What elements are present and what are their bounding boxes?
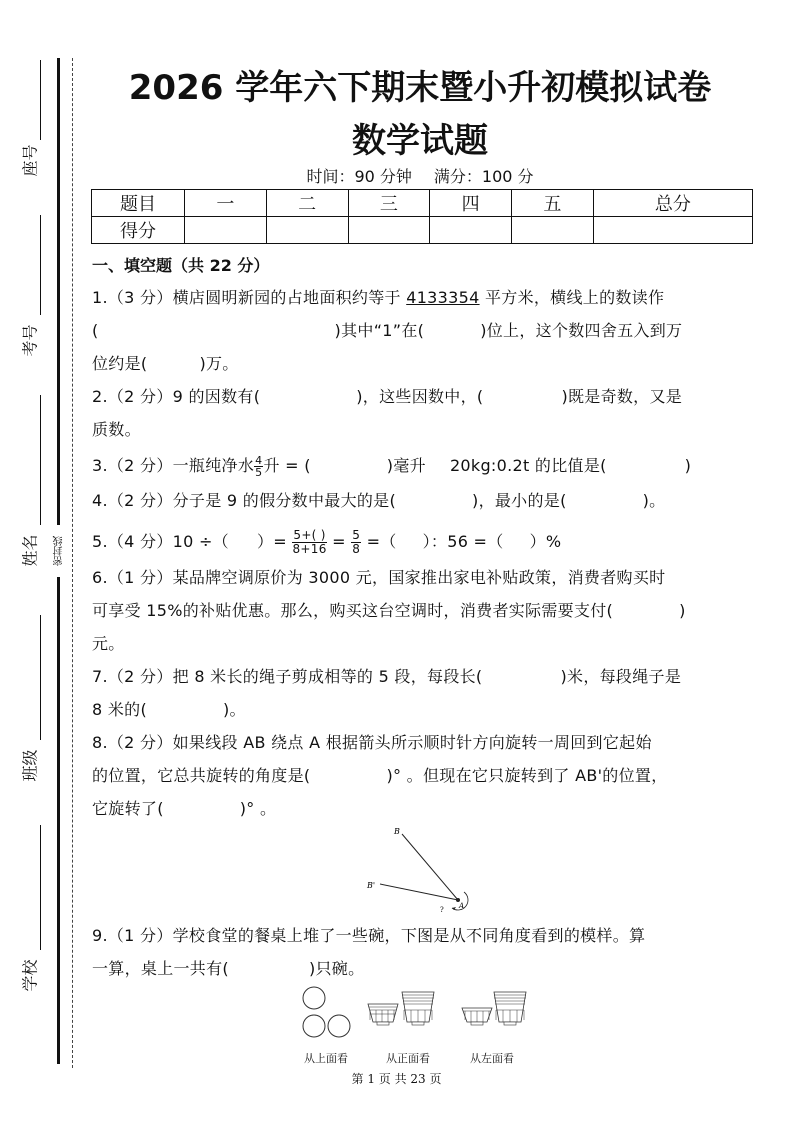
- header-cell: 五: [512, 190, 594, 217]
- q1-number: 4133354: [406, 288, 480, 307]
- q2-text: 2.（2 分）9 的因数有(: [92, 387, 261, 406]
- q5-text: ）：56 =（: [422, 532, 504, 551]
- q9-text: 9.（1 分）学校食堂的餐桌上堆了一些碗，下图是从不同角度看到的模样。算: [92, 926, 646, 945]
- seal-dash-line: [72, 58, 73, 1068]
- section-1-heading: 一、填空题（共 22 分）: [92, 256, 270, 275]
- q4-text: )，最小的是(: [472, 491, 567, 510]
- seat-label: 座号: [20, 144, 40, 177]
- bowl-stack-icon: [494, 992, 526, 1025]
- caption-left-view: 从左面看: [470, 1052, 514, 1065]
- q2-text: 质数。: [92, 420, 141, 439]
- question-7: [92, 660, 752, 726]
- label-question: ?: [440, 906, 444, 914]
- q3-text: 升 = (: [263, 456, 311, 475]
- class-blank[interactable]: [40, 615, 41, 740]
- q2-text: )既是奇数，又是: [561, 387, 683, 406]
- score-row-label: 得分: [92, 217, 185, 244]
- name-blank[interactable]: [40, 395, 41, 525]
- rotation-figure: [360, 822, 490, 917]
- q6-text: 可享受 15%的补贴优惠。那么，购买这台空调时，消费者实际需要支付(: [92, 601, 614, 620]
- seal-line-label: 密封线: [52, 525, 68, 577]
- time-info: [90, 164, 750, 187]
- q1-text: )其中“1”在(: [334, 321, 425, 340]
- fraction-numerator: 5: [352, 528, 361, 542]
- bowl-top-icon: [303, 1015, 325, 1037]
- q7-text: 8 米的(: [92, 700, 148, 719]
- q1-text: )万。: [199, 354, 239, 373]
- question-1: [92, 281, 752, 380]
- bowl-stack-icon: [402, 992, 434, 1025]
- q8-text: )° 。但现在它只旋转到了 AB'的位置，: [386, 766, 668, 785]
- q7-text: )。: [223, 700, 246, 719]
- page-footer: 第 1 页 共 23 页: [351, 1072, 442, 1086]
- score-cell[interactable]: [348, 217, 430, 244]
- fraction-numerator: 4: [255, 454, 263, 467]
- q9-text: 一算，桌上一共有(: [92, 959, 229, 978]
- bowl-top-icon: [303, 987, 325, 1009]
- score-cell[interactable]: [266, 217, 348, 244]
- question-6: [92, 561, 752, 660]
- question-2: [92, 380, 752, 446]
- q5-fraction-2: [351, 529, 361, 556]
- q6-text: 6.（1 分）某品牌空调原价为 3000 元，国家推出家电补贴政策，消费者购买时: [92, 568, 666, 587]
- full-score: 满分：100 分: [433, 167, 534, 186]
- q4-text: 4.（2 分）分子是 9 的假分数中最大的是(: [92, 491, 397, 510]
- q1-text: 位约是(: [92, 354, 148, 373]
- fraction-denominator: 8: [352, 542, 361, 556]
- school-label: 学校: [20, 959, 40, 992]
- header-cell: 二: [266, 190, 348, 217]
- time-limit: 时间：90 分钟: [306, 167, 412, 186]
- q3-text: )毫升: [386, 456, 426, 475]
- q5-text: 5.（4 分）10 ÷（: [92, 532, 229, 551]
- q5-text: =（: [366, 532, 397, 551]
- score-table-row: [92, 217, 753, 244]
- bowls-front-view: [366, 988, 438, 1046]
- header-cell: 四: [430, 190, 512, 217]
- question-5: [92, 525, 752, 558]
- bowl-stack-icon: [368, 1004, 398, 1025]
- q5-text: ）=: [256, 532, 287, 551]
- school-blank[interactable]: [40, 825, 41, 950]
- score-cell[interactable]: [512, 217, 594, 244]
- question-4: [92, 484, 752, 517]
- score-cell[interactable]: [185, 217, 267, 244]
- bowls-top-view: [298, 984, 358, 1044]
- q8-text: 的位置，它总共旋转的角度是(: [92, 766, 311, 785]
- q9-text: )只碗。: [308, 959, 365, 978]
- q2-text: )，这些因数中，(: [356, 387, 484, 406]
- score-cell[interactable]: [430, 217, 512, 244]
- question-3: [92, 449, 752, 482]
- score-table-header: [92, 190, 753, 217]
- q5-text: ）%: [529, 532, 562, 551]
- q4-text: )。: [642, 491, 666, 510]
- class-label: 班级: [20, 749, 40, 782]
- q7-text: 7.（2 分）把 8 米长的绳子剪成相等的 5 段，每段长(: [92, 667, 483, 686]
- exam-subtitle: 数学试题: [352, 121, 488, 161]
- q5-fraction-1: [292, 529, 326, 556]
- q1-text: (: [92, 321, 99, 340]
- caption-front-view: 从正面看: [386, 1052, 430, 1065]
- bowl-top-icon: [328, 1015, 350, 1037]
- score-table: [91, 189, 753, 244]
- question-9: [92, 919, 752, 985]
- q8-text: 它旋转了(: [92, 799, 164, 818]
- label-a: A: [459, 902, 465, 910]
- question-8: [92, 726, 752, 825]
- q3-text: ): [684, 456, 692, 475]
- q5-text: =: [332, 532, 346, 551]
- header-cell: 题目: [92, 190, 185, 217]
- q1-text: 平方米，横线上的数读作: [479, 288, 665, 307]
- fraction-denominator: 8+16: [292, 542, 327, 556]
- label-b-prime: B': [367, 881, 376, 890]
- fraction-numerator: 5+( ): [293, 528, 326, 542]
- score-cell[interactable]: [593, 217, 752, 244]
- q3-text: 3.（2 分）一瓶纯净水: [92, 456, 255, 475]
- q8-text: 8.（2 分）如果线段 AB 绕点 A 根据箭头所示顺时针方向旋转一周回到它起始: [92, 733, 652, 752]
- header-cell: 总分: [593, 190, 752, 217]
- fraction-denominator: 5: [255, 466, 263, 479]
- q3-text: 20kg:0.2t 的比值是(: [449, 456, 607, 475]
- header-cell: 三: [348, 190, 430, 217]
- exam-title: 2026 学年六下期末暨小升初模拟试卷: [128, 68, 712, 108]
- exam-no-blank[interactable]: [40, 215, 41, 315]
- q6-text: ): [679, 601, 686, 620]
- exam-no-label: 考号: [20, 324, 40, 357]
- bowls-left-view: [460, 988, 532, 1046]
- q6-text: 元。: [92, 634, 125, 653]
- label-b: B: [394, 827, 400, 836]
- q1-text: 1.（3 分）横店圆明新园的占地面积约等于: [92, 288, 407, 307]
- caption-top-view: 从上面看: [304, 1052, 348, 1065]
- q1-text: )位上，这个数四舍五入到万: [480, 321, 683, 340]
- q7-text: )米，每段绳子是: [560, 667, 682, 686]
- name-label: 姓名: [20, 534, 40, 567]
- q8-text: )° 。: [239, 799, 277, 818]
- seat-blank[interactable]: [40, 60, 41, 140]
- header-cell: 一: [185, 190, 267, 217]
- bowl-stack-icon: [462, 1008, 492, 1025]
